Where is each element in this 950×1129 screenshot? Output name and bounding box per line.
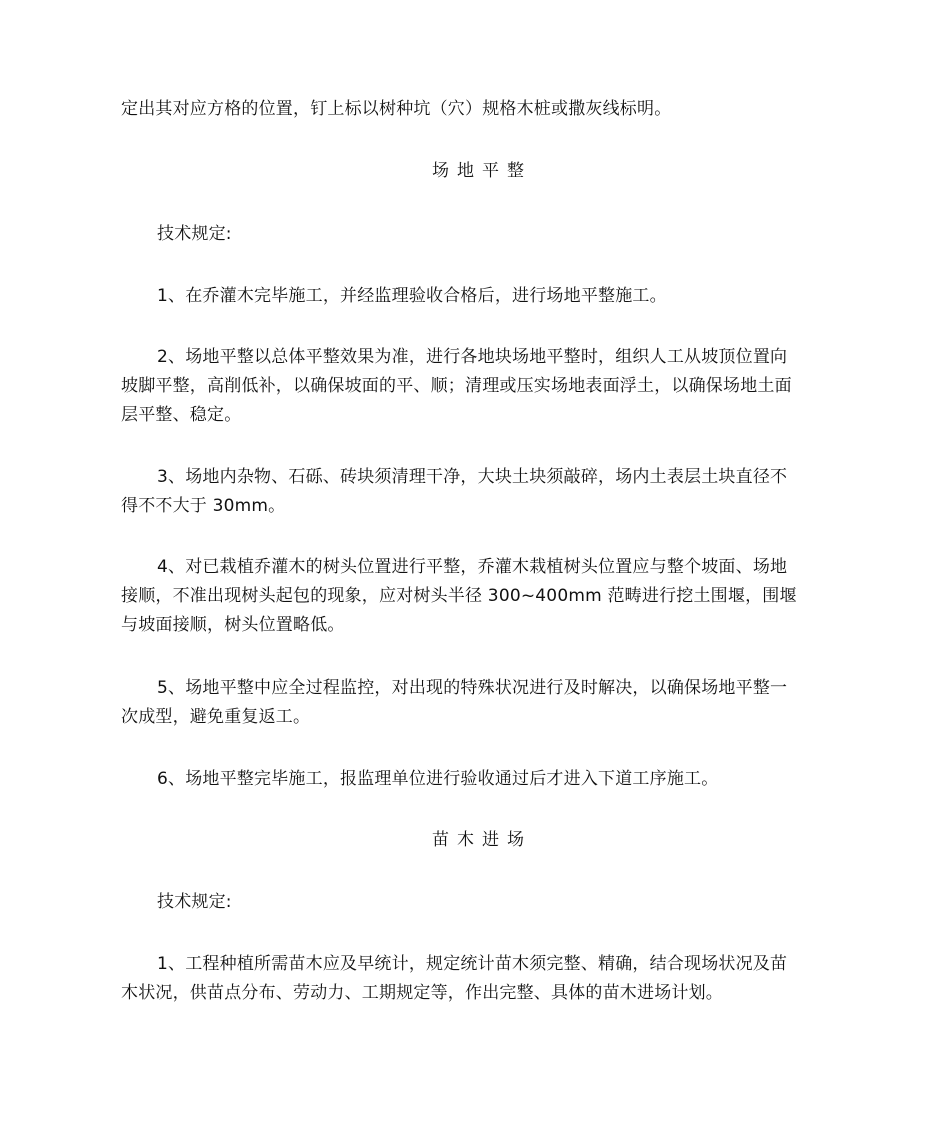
paragraph-line: 定出其对应方格的位置，钉上标以树种坑（穴）规格木桩或撒灰线标明。 xyxy=(121,99,672,119)
list-item-1 xyxy=(121,950,831,1008)
paragraph-line: 与坡面接顺，树头位置略低。 xyxy=(121,615,345,635)
paragraph-line: 次成型，避免重复返工。 xyxy=(121,707,311,727)
paragraph-line: 层平整、稳定。 xyxy=(121,405,242,425)
spec-label: 技术规定: xyxy=(157,224,232,244)
list-item-6 xyxy=(121,765,831,794)
paragraph-line: 2、场地平整以总体平整效果为准，进行各地块场地平整时，组织人工从坡顶位置向 xyxy=(157,347,788,367)
list-item-4 xyxy=(121,553,831,640)
paragraph-line: 接顺，不准出现树头起包的现象，应对树头半径 300~400mm 范畴进行挖土围堰，围堰 xyxy=(121,586,797,606)
paragraph-line: 木状况，供苗点分布、劳动力、工期规定等，作出完整、具体的苗木进场计划。 xyxy=(121,983,723,1003)
paragraph-line: 6、场地平整完毕施工，报监理单位进行验收通过后才进入下道工序施工。 xyxy=(157,769,719,789)
paragraph-line: 1、工程种植所需苗木应及早统计，规定统计苗木须完整、精确，结合现场状况及苗 xyxy=(157,954,788,974)
list-item-5 xyxy=(121,674,831,732)
paragraph-line: 3、场地内杂物、石砾、砖块须清理干净，大块土块须敲碎，场内土表层土块直径不 xyxy=(157,467,788,487)
list-item-3 xyxy=(121,463,831,521)
paragraph-line: 4、对已栽植乔灌木的树头位置进行平整，乔灌木栽植树头位置应与整个坡面、场地 xyxy=(157,557,788,577)
intro-paragraph xyxy=(121,95,831,124)
paragraph-line: 坡脚平整，高削低补，以确保坡面的平、顺；清理或压实场地表面浮土，以确保场地土面 xyxy=(121,376,792,396)
section-heading-seedling-entry: 苗木进场 xyxy=(432,830,532,850)
spec-label: 技术规定: xyxy=(157,892,232,912)
paragraph-line: 5、场地平整中应全过程监控，对出现的特殊状况进行及时解决，以确保场地平整一 xyxy=(157,678,788,698)
list-item-2 xyxy=(121,343,831,430)
paragraph-line: 得不不大于 30mm。 xyxy=(121,496,286,516)
paragraph-line: 1、在乔灌木完毕施工，并经监理验收合格后，进行场地平整施工。 xyxy=(157,286,667,306)
list-item-1 xyxy=(121,282,831,311)
section-heading-site-leveling: 场地平整 xyxy=(432,161,532,181)
